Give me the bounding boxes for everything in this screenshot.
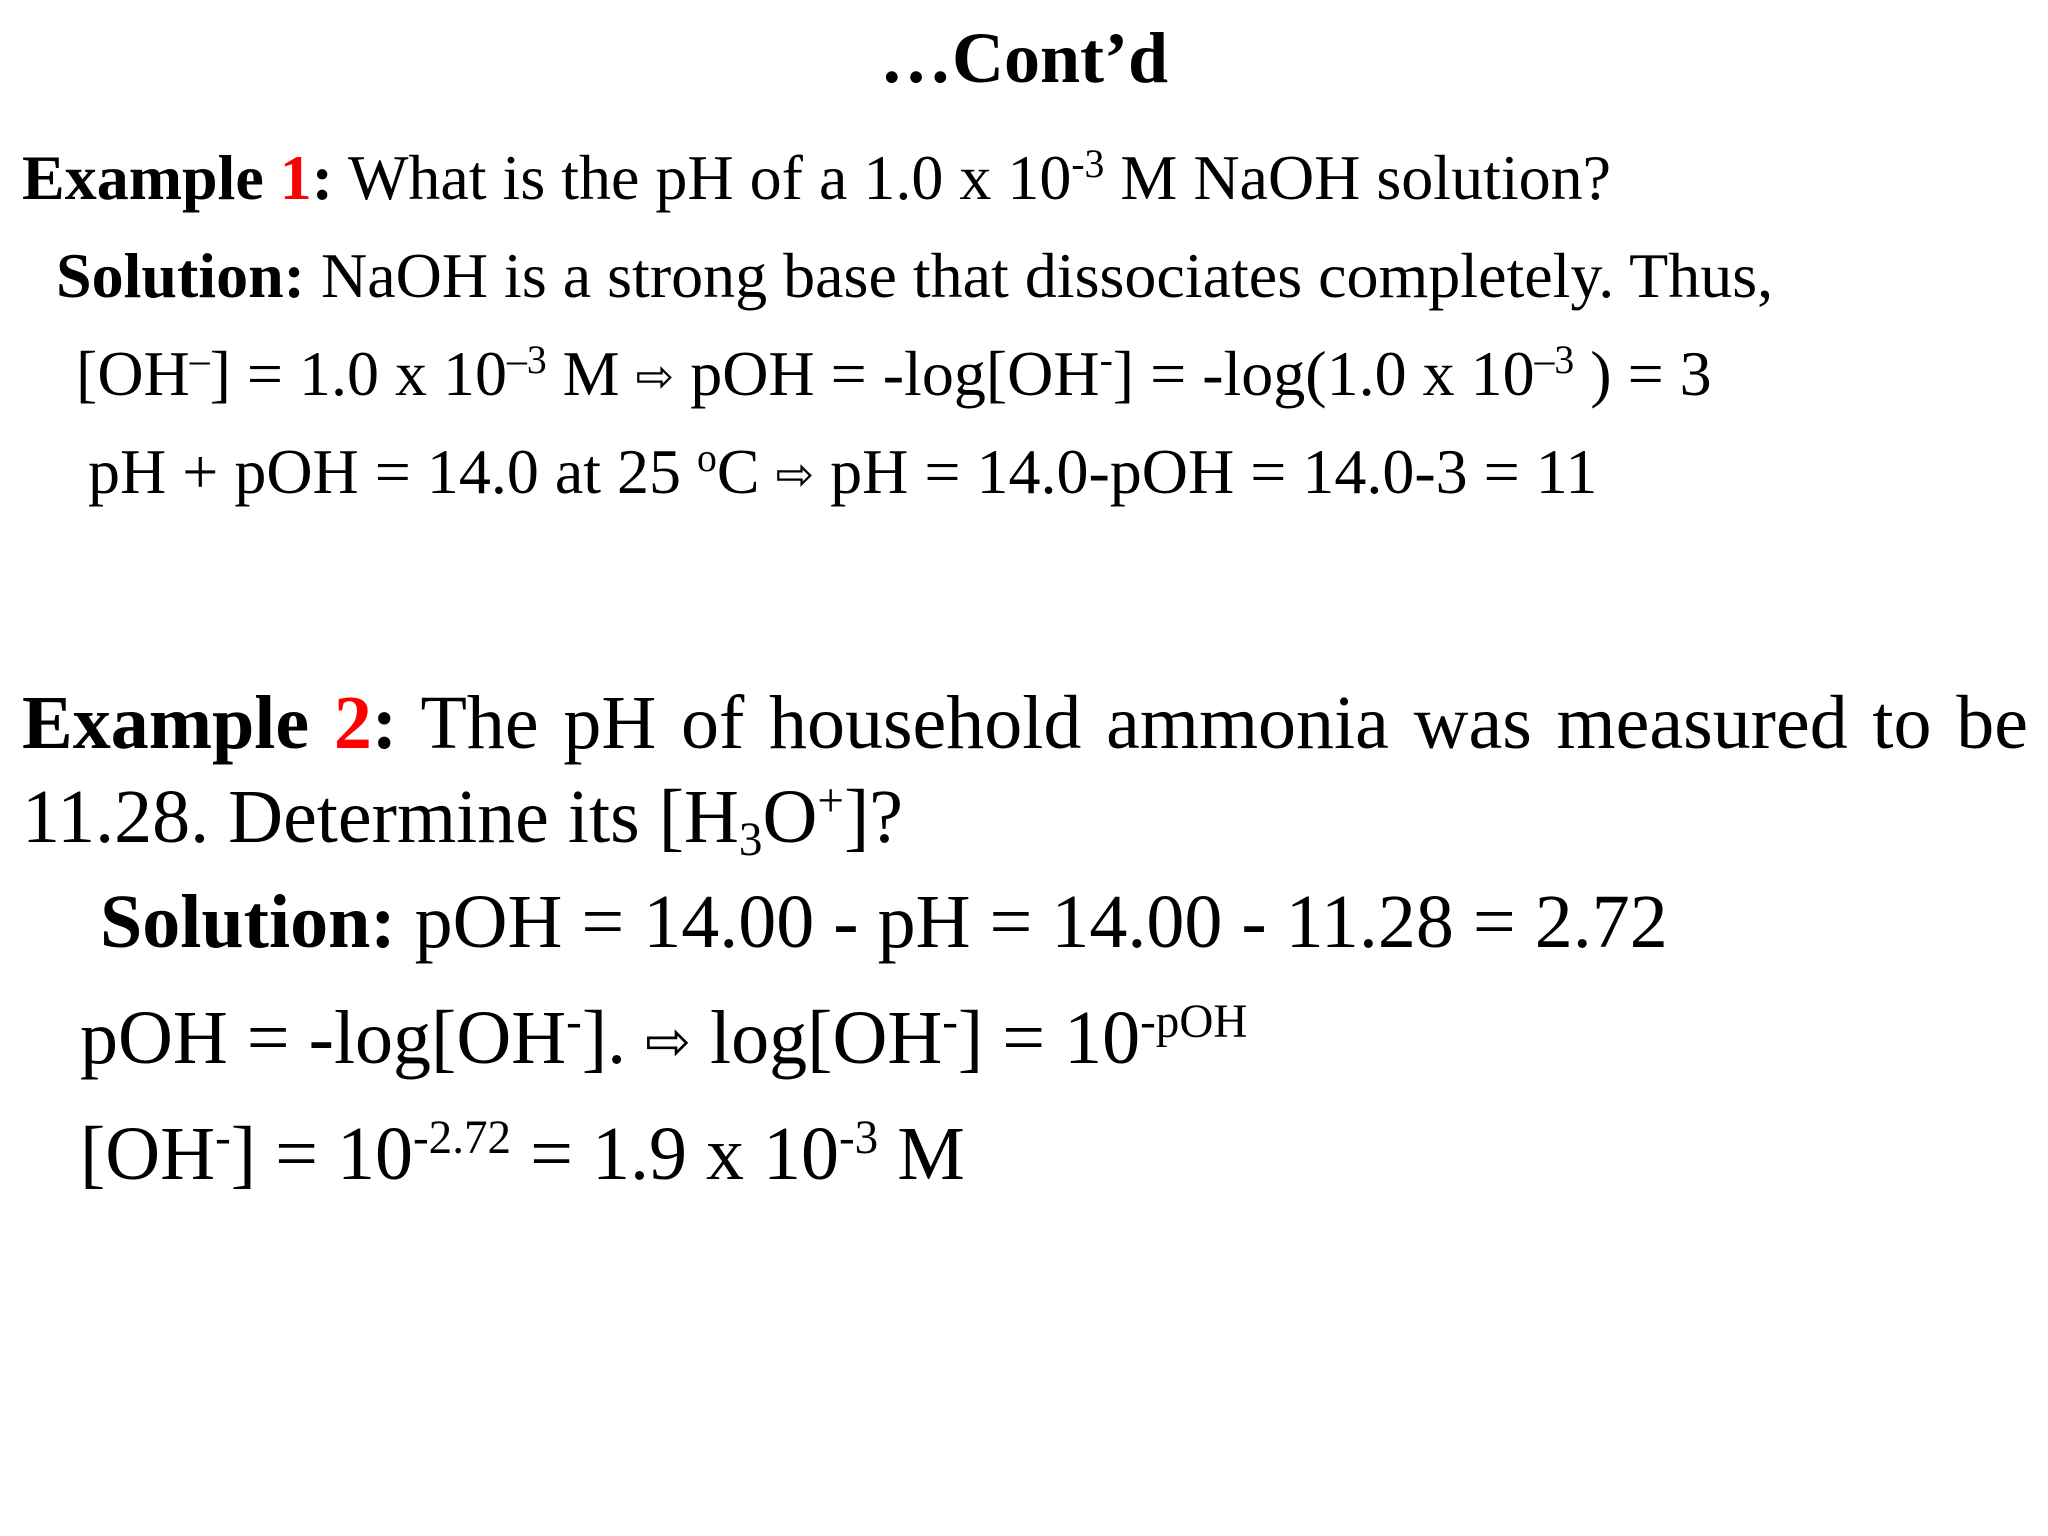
example1-equation-2 (88, 436, 1598, 507)
example1-solution-label: Solution: (56, 240, 305, 311)
eq-part: [OH (76, 338, 190, 409)
eq-sup: -3 (838, 1112, 879, 1165)
eq-part: M (878, 1112, 965, 1196)
slide-title: …Cont’d (879, 18, 1169, 98)
eq-part: ] = 10 (957, 996, 1141, 1080)
eq-part: pH = 14.0-pOH = 14.0-3 = 11 (814, 436, 1598, 507)
example2-solution-label: Solution: (100, 880, 396, 964)
eq-sup: –3 (1534, 338, 1575, 383)
eq-sup: -pOH (1140, 996, 1248, 1049)
example1-equation-1 (76, 338, 1712, 409)
implies-arrow-icon: ⇨ (775, 447, 815, 502)
eq-part: ] = 1.0 x 10 (209, 338, 507, 409)
eq-sup: - (566, 996, 582, 1049)
example2-solution (100, 880, 1668, 964)
example2-question-superscript: + (817, 775, 844, 828)
eq-sup: - (942, 996, 958, 1049)
eq-part: ]. (581, 996, 646, 1080)
eq-part: ) = 3 (1574, 338, 1712, 409)
eq-part: log[OH (691, 996, 943, 1080)
example1-question (22, 142, 1612, 213)
example2-equation-2 (80, 1112, 965, 1196)
example2-question (22, 676, 2028, 867)
degree-sup: o (697, 436, 717, 481)
eq-part: ] = -log(1.0 x 10 (1112, 338, 1535, 409)
example1-question-exponent: -3 (1071, 142, 1105, 187)
eq-part: ] = 10 (230, 1112, 413, 1196)
eq-part: pOH = -log[OH (80, 996, 567, 1080)
example1-question-tail: M NaOH solution? (1104, 142, 1612, 213)
eq-sup: -2.72 (412, 1112, 512, 1165)
example1-solution (56, 240, 1774, 311)
example2-question-tail: ]? (843, 775, 903, 859)
eq-part: pOH = -log[OH (674, 338, 1100, 409)
example2-question-subscript: 3 (738, 814, 763, 867)
eq-part: M (546, 338, 636, 409)
eq-part: = 1.9 x 10 (511, 1112, 839, 1196)
example2-label: Example (22, 681, 334, 765)
eq-sup: - (215, 1112, 231, 1165)
example2-number: 2 (333, 681, 372, 765)
eq-sup: – (189, 338, 210, 383)
example2-question-mid: O (762, 775, 818, 859)
implies-arrow-icon: ⇨ (635, 349, 675, 404)
eq-sup: - (1099, 338, 1113, 383)
example2-colon: : (371, 681, 398, 765)
eq-part: pH + pOH = 14.0 at 25 (88, 436, 698, 507)
example1-label: Example (22, 142, 280, 213)
eq-sup: –3 (507, 338, 547, 383)
eq-part: [OH (80, 1112, 216, 1196)
example1-solution-text: NaOH is a strong base that dissociates completely. Thus, (304, 240, 1774, 311)
example2-equation-1 (80, 996, 1248, 1080)
example1-colon: : (311, 142, 334, 213)
eq-part: C (716, 436, 776, 507)
example1-question-text: What is the pH of a 1.0 x 10 (333, 142, 1072, 213)
example2-question-text: The pH of household ammonia was measured to be 11.28. Determine its [H (22, 681, 2028, 859)
example1-number: 1 (279, 142, 312, 213)
example2-solution-text: pOH = 14.00 - pH = 14.00 - 11.28 = 2.72 (395, 880, 1668, 964)
implies-arrow-icon: ⇨ (645, 1008, 692, 1073)
